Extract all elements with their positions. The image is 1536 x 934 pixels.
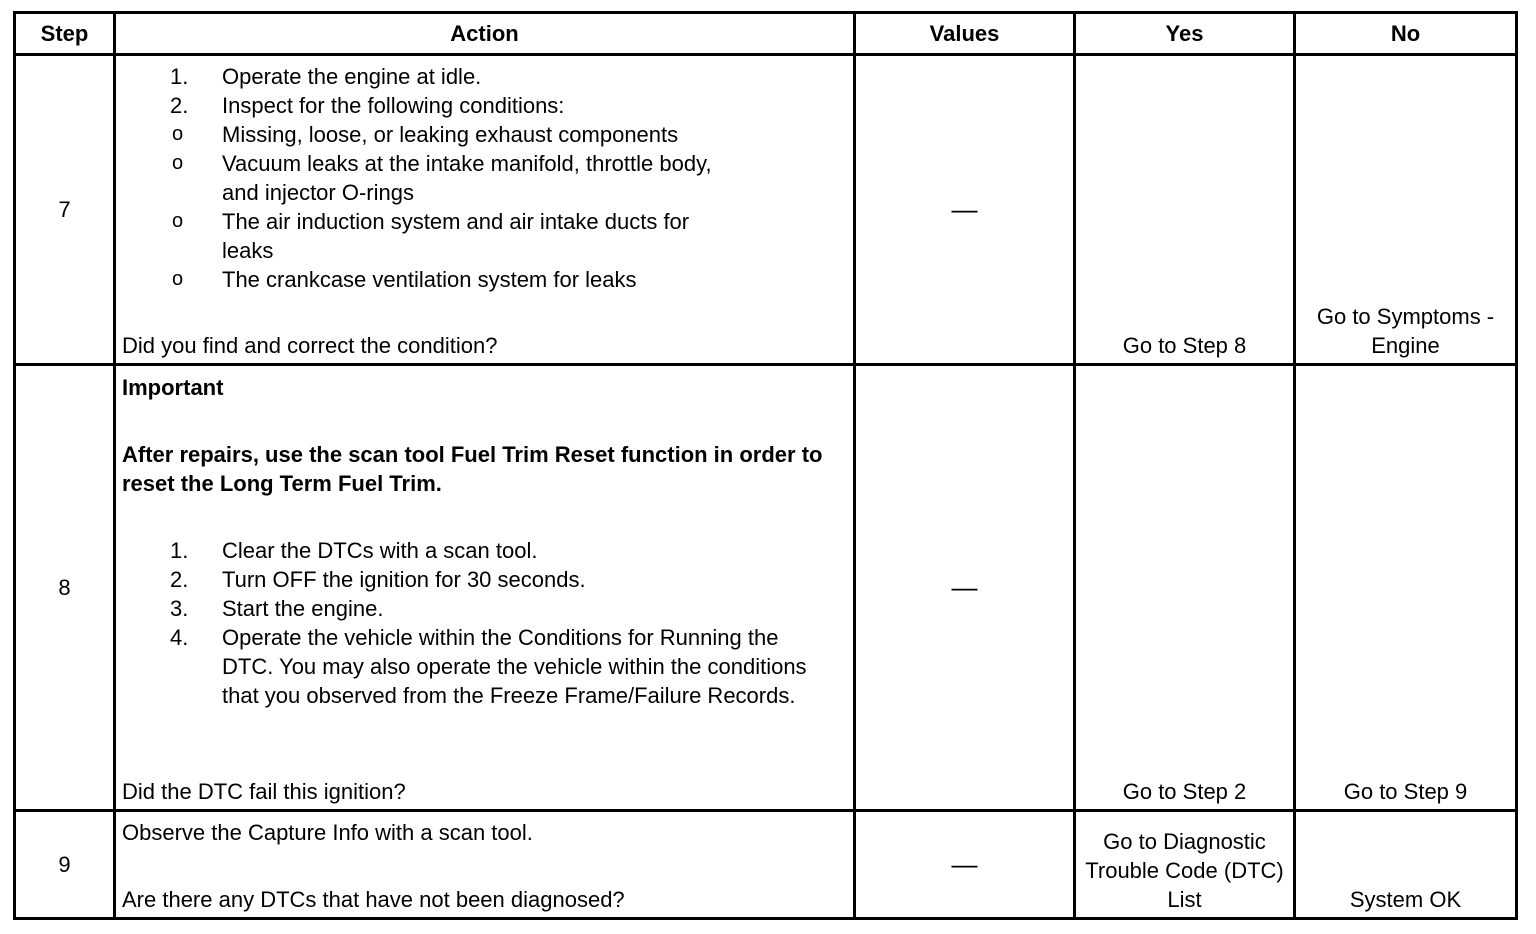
- list-item: o Missing, loose, or leaking exhaust components: [172, 122, 679, 147]
- condition-list: [122, 120, 847, 294]
- list-item: 1. Clear the DTCs with a scan tool.: [170, 538, 538, 563]
- header-row: [15, 13, 1517, 55]
- table-row-step-9: [15, 811, 1517, 919]
- list-item: 1. Operate the engine at idle.: [170, 64, 482, 89]
- diagnostic-table: [13, 11, 1518, 920]
- list-item: o The air induction system and air intake ducts for leaks: [172, 209, 690, 263]
- list-item: o Vacuum leaks at the intake manifold, throttle body, and injector O-rings: [172, 151, 712, 205]
- header-values: Values: [855, 13, 1075, 55]
- list-item: 2. Inspect for the following conditions:: [170, 93, 565, 118]
- header-step: Step: [15, 13, 115, 55]
- important-text: After repairs, use the scan tool Fuel Trim Reset function in order to reset the Long Term Fuel Trim.: [122, 442, 823, 496]
- header-no: No: [1295, 13, 1517, 55]
- important-title: Important: [122, 375, 224, 400]
- action-cell: [115, 55, 855, 365]
- bullet-icon: o: [172, 210, 184, 232]
- action-cell: [115, 811, 855, 919]
- question-text: Are there any DTCs that have not been diagnosed?: [122, 887, 625, 912]
- value-cell: —: [855, 811, 1075, 919]
- bullet-icon: o: [172, 123, 184, 145]
- action-steps: [122, 62, 847, 120]
- list-item: 3. Start the engine.: [170, 596, 384, 621]
- bullet-icon: o: [172, 152, 184, 174]
- table-row-step-8: [15, 365, 1517, 811]
- no-cell: System OK: [1295, 811, 1517, 919]
- action-cell: [115, 365, 855, 811]
- step-number: 8: [15, 365, 115, 811]
- instruction-text: Observe the Capture Info with a scan tool.: [122, 820, 533, 845]
- list-item: 2. Turn OFF the ignition for 30 seconds.: [170, 567, 586, 592]
- bullet-icon: o: [172, 268, 184, 290]
- step-number: 7: [15, 55, 115, 365]
- step-number: 9: [15, 811, 115, 919]
- no-cell: Go to Symptoms - Engine: [1295, 55, 1517, 365]
- question-text: Did the DTC fail this ignition?: [122, 779, 406, 804]
- yes-cell: Go to Step 2: [1075, 365, 1295, 811]
- action-steps: [122, 536, 847, 710]
- header-action: Action: [115, 13, 855, 55]
- table-row-step-7: [15, 55, 1517, 365]
- value-cell: —: [855, 365, 1075, 811]
- question-text: Did you find and correct the condition?: [122, 333, 498, 358]
- yes-cell: Go to Step 8: [1075, 55, 1295, 365]
- value-cell: —: [855, 55, 1075, 365]
- list-item: o The crankcase ventilation system for leaks: [172, 267, 637, 292]
- no-cell: Go to Step 9: [1295, 365, 1517, 811]
- header-yes: Yes: [1075, 13, 1295, 55]
- yes-cell: Go to Diagnostic Trouble Code (DTC) List: [1075, 811, 1295, 919]
- list-item: 4. Operate the vehicle within the Conditions for Running the DTC. You may also operate the vehicle within the conditions that you observed from the Freeze Frame/Failure Records.: [170, 625, 807, 708]
